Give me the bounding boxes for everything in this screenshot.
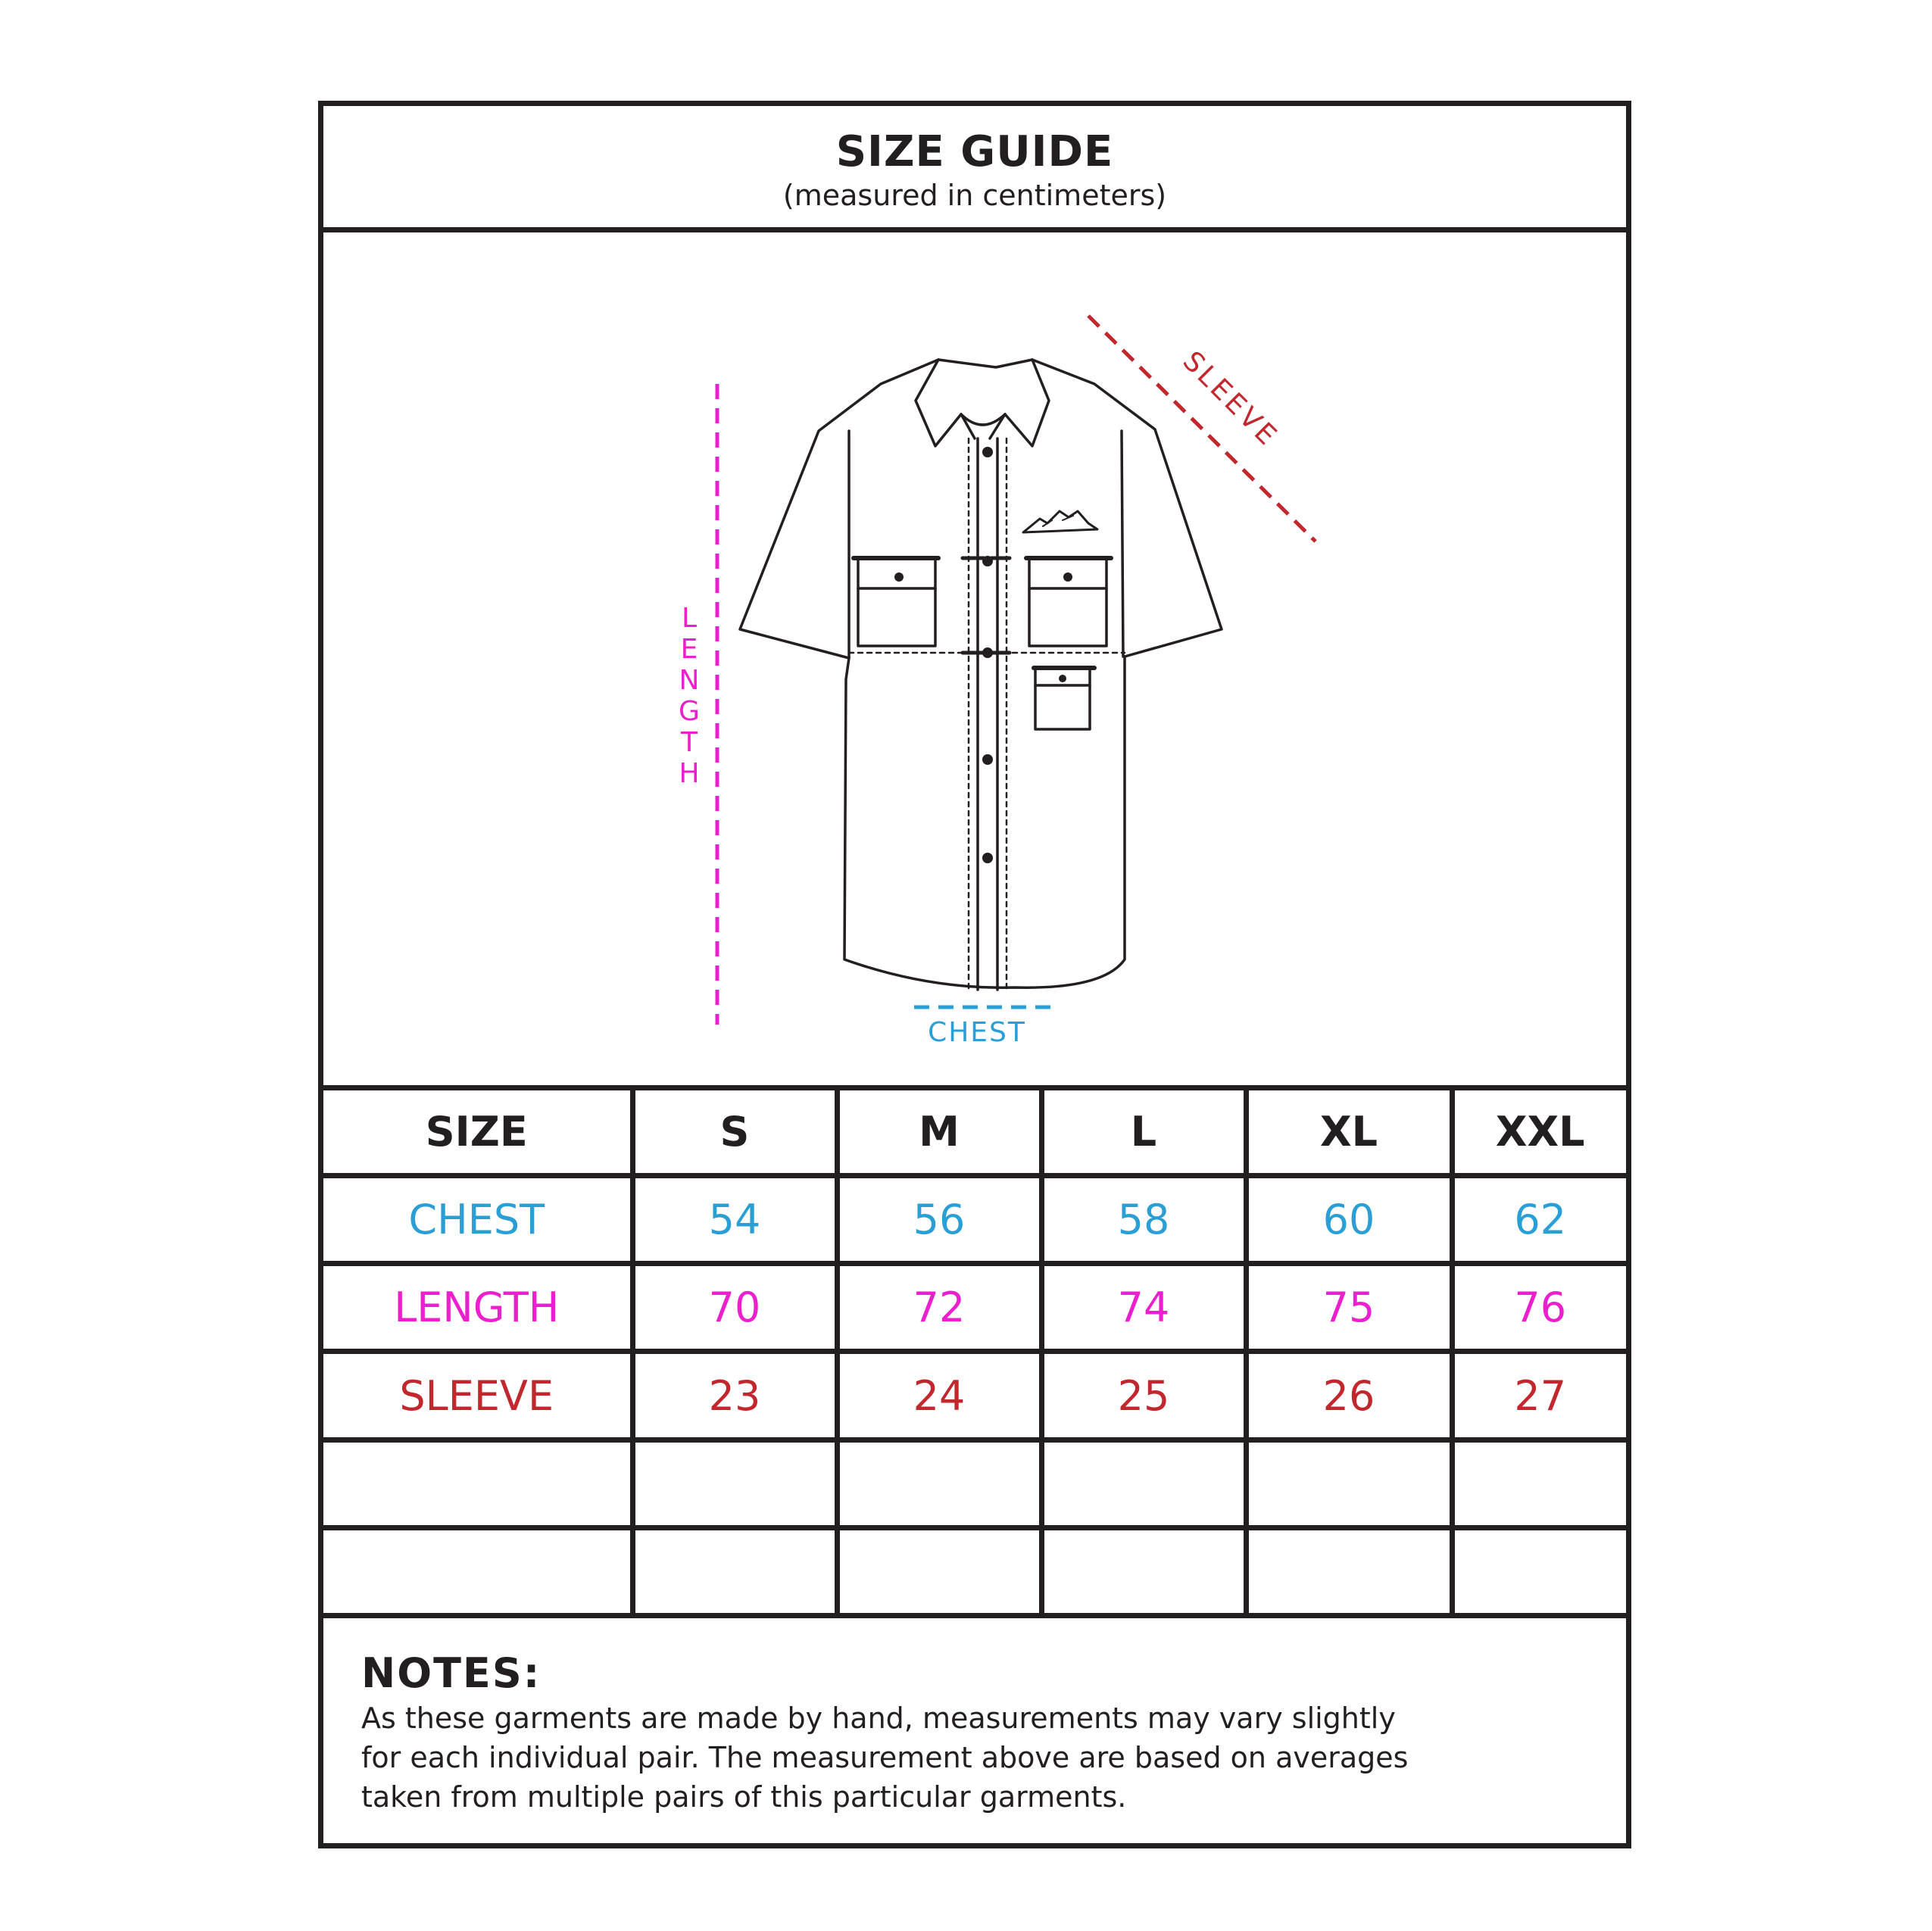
length-letter: H: [679, 758, 700, 789]
length-letter: T: [681, 727, 698, 758]
table-cell: 72: [837, 1264, 1041, 1352]
table-cell: 76: [1452, 1264, 1626, 1352]
empty-cell: [632, 1527, 837, 1615]
notes-section: [361, 1649, 1497, 1817]
shirt-illustration: [323, 232, 1626, 1087]
table-cell: 25: [1041, 1352, 1246, 1440]
length-letter: N: [679, 665, 700, 696]
empty-cell: [837, 1527, 1041, 1615]
shirt-icon: [740, 360, 1222, 990]
empty-cell: [837, 1440, 1041, 1527]
size-guide-card: [318, 101, 1631, 1848]
table-cell: 75: [1246, 1264, 1452, 1352]
row-label: CHEST: [323, 1176, 632, 1264]
length-letter: E: [680, 634, 698, 665]
length-letter: L: [681, 603, 698, 634]
table-cell: 70: [632, 1264, 837, 1352]
table-cell: 60: [1246, 1176, 1452, 1264]
header-cell: L: [1041, 1088, 1246, 1176]
empty-cell: [632, 1440, 837, 1527]
table-cell: 24: [837, 1352, 1041, 1440]
empty-cell: [323, 1440, 632, 1527]
empty-cell: [1246, 1440, 1452, 1527]
notes-title: NOTES:: [361, 1649, 542, 1697]
table-row-empty: [323, 1440, 1626, 1527]
empty-cell: [1246, 1527, 1452, 1615]
table-cell: 58: [1041, 1176, 1246, 1264]
empty-cell: [1041, 1527, 1246, 1615]
header-cell: M: [837, 1088, 1041, 1176]
page-title: SIZE GUIDE: [835, 127, 1114, 176]
table-row-sleeve: [323, 1352, 1626, 1440]
table-cell: 27: [1452, 1352, 1626, 1440]
table-header-row: [323, 1088, 1626, 1176]
table-cell: 62: [1452, 1176, 1626, 1264]
shirt-diagram: [323, 232, 1626, 1087]
size-table: [323, 1085, 1626, 1618]
table-row-empty: [323, 1527, 1626, 1615]
empty-cell: [1041, 1440, 1246, 1527]
table-row-chest: [323, 1176, 1626, 1264]
row-label: LENGTH: [323, 1264, 632, 1352]
length-label: [679, 603, 700, 789]
sleeve-label: SLEEVE: [1176, 345, 1284, 454]
row-label: SLEEVE: [323, 1352, 632, 1440]
header-cell: XL: [1246, 1088, 1452, 1176]
notes-body: As these garments are made by hand, measurements may vary slightly for each individual pair. The measurement above are based on averages taken from multiple pairs of this particular garments.: [361, 1702, 1409, 1814]
table-cell: 74: [1041, 1264, 1246, 1352]
empty-cell: [1452, 1440, 1626, 1527]
header-cell: S: [632, 1088, 837, 1176]
table-cell: 23: [632, 1352, 837, 1440]
table-cell: 56: [837, 1176, 1041, 1264]
page-subtitle: (measured in centimeters): [782, 179, 1167, 212]
table-cell: 54: [632, 1176, 837, 1264]
header-cell: XXL: [1452, 1088, 1626, 1176]
header-cell: SIZE: [323, 1088, 632, 1176]
buttons: [894, 447, 1072, 863]
chest-label: CHEST: [928, 1017, 1026, 1048]
empty-cell: [323, 1527, 632, 1615]
empty-cell: [1452, 1527, 1626, 1615]
length-letter: G: [679, 696, 700, 727]
table-cell: 26: [1246, 1352, 1452, 1440]
table-row-length: [323, 1264, 1626, 1352]
header: [323, 106, 1626, 232]
